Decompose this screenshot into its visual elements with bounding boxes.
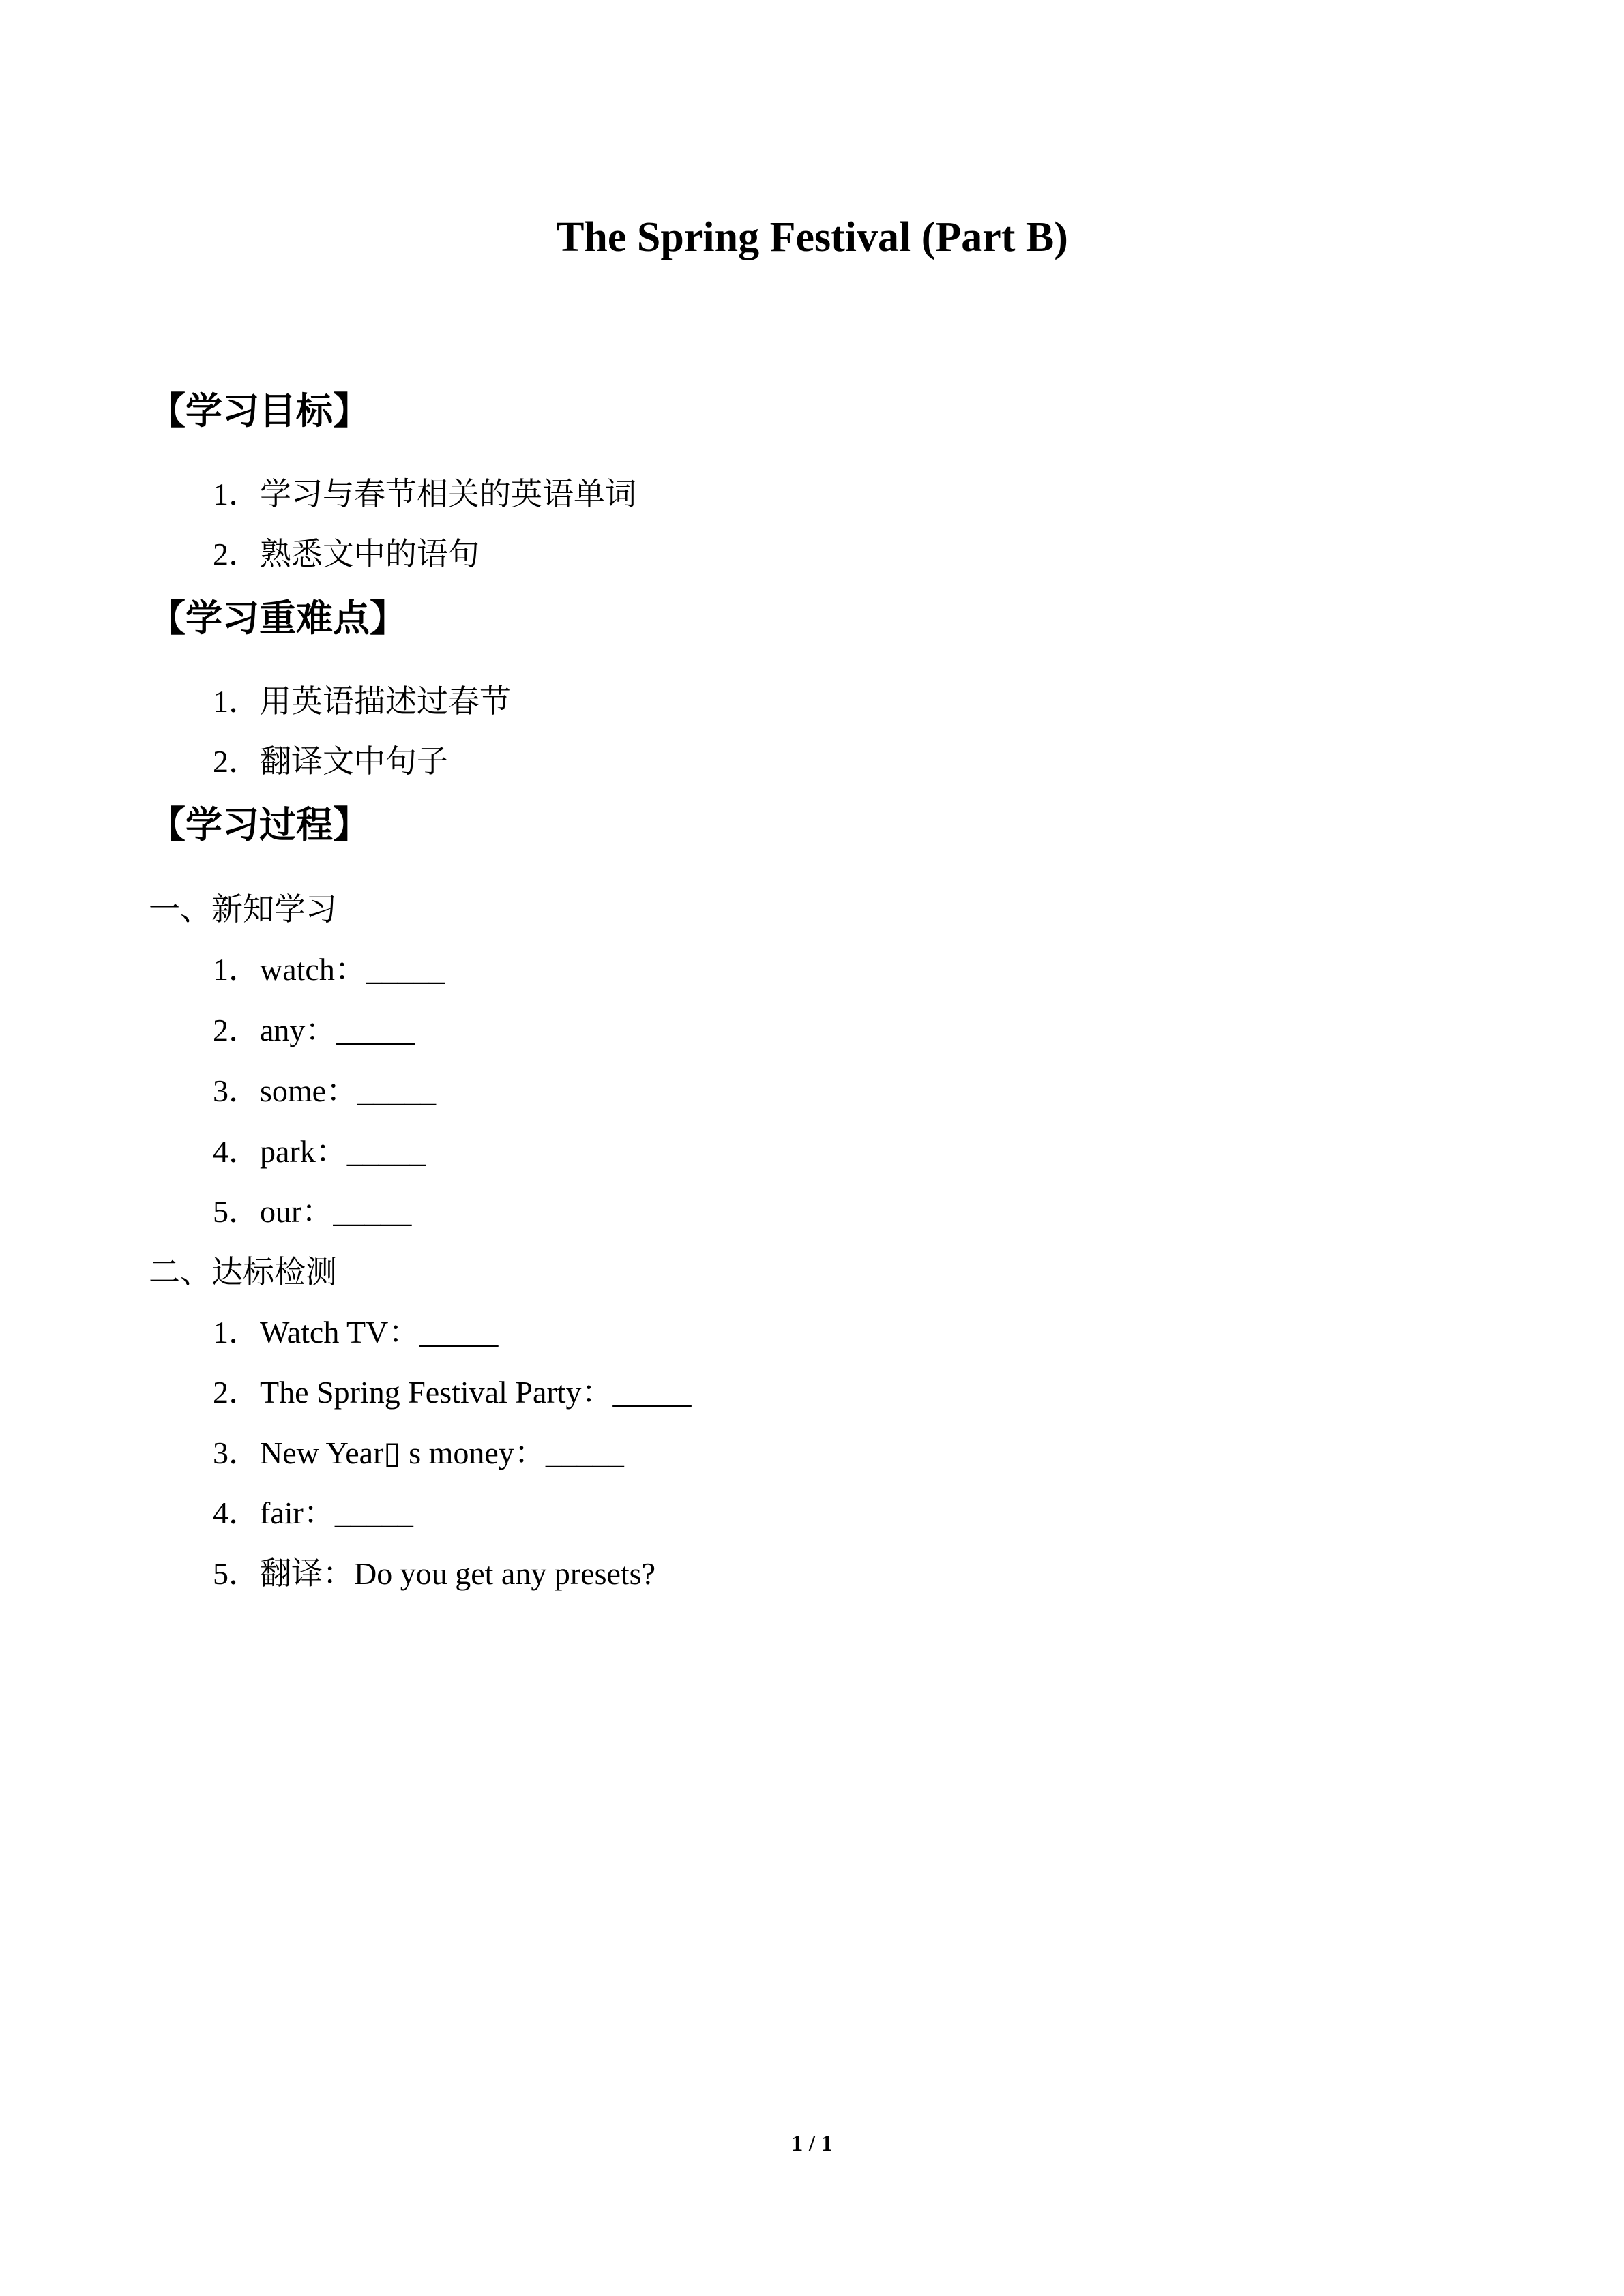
item-text: Watch TV：_____ — [260, 1315, 499, 1350]
item-number: 2． — [213, 1375, 260, 1410]
item-number: 2． — [213, 537, 260, 571]
objective-item — [213, 533, 479, 576]
vocab-item — [213, 1131, 426, 1173]
vocab-item — [213, 1191, 411, 1233]
key-point-item — [213, 681, 511, 723]
item-number: 2． — [213, 1013, 260, 1047]
item-text: 翻译：Do you get any presets? — [260, 1556, 655, 1591]
assessment-item — [213, 1553, 655, 1595]
item-text: watch：_____ — [260, 952, 445, 987]
assessment-heading: 二、达标检测 — [149, 1253, 337, 1290]
assessment-item — [213, 1371, 691, 1414]
item-number: 1． — [213, 952, 260, 987]
item-text: our：_____ — [260, 1194, 412, 1229]
vocab-item — [213, 949, 445, 991]
document-title: The Spring Festival (Part B) — [556, 214, 1068, 260]
item-text: any：_____ — [260, 1013, 415, 1047]
assessment-item — [213, 1492, 413, 1534]
item-number: 3． — [213, 1435, 260, 1470]
process-heading: 【学习过程】 — [149, 803, 370, 846]
item-number: 4． — [213, 1495, 260, 1530]
item-number: 1． — [213, 1315, 260, 1350]
assessment-item — [213, 1311, 498, 1354]
item-text: park：_____ — [260, 1134, 426, 1169]
item-text: 学习与春节相关的英语单词 — [260, 477, 636, 511]
item-number: 5． — [213, 1556, 260, 1591]
new-knowledge-heading: 一、新知学习 — [149, 891, 337, 927]
item-text: 翻译文中句子 — [260, 744, 448, 779]
vocab-item — [213, 1070, 436, 1112]
item-number: 3． — [213, 1073, 260, 1108]
assessment-item — [213, 1432, 624, 1474]
key-point-item — [213, 741, 448, 783]
item-number: 1． — [213, 477, 260, 511]
item-number: 4． — [213, 1134, 260, 1169]
item-number: 5． — [213, 1194, 260, 1229]
item-text: The Spring Festival Party：_____ — [260, 1375, 692, 1410]
item-text: 用英语描述过春节 — [260, 684, 511, 719]
item-text: New Year▯ s money：_____ — [260, 1435, 624, 1470]
vocab-item — [213, 1009, 415, 1052]
key-points-heading: 【学习重难点】 — [149, 597, 407, 640]
item-text: some：_____ — [260, 1073, 437, 1108]
item-text: 熟悉文中的语句 — [260, 537, 479, 571]
objectives-heading: 【学习目标】 — [149, 389, 370, 432]
item-text: fair：_____ — [260, 1495, 413, 1530]
page-number: 1 / 1 — [791, 2131, 833, 2156]
objective-item — [213, 473, 636, 516]
item-number: 1． — [213, 684, 260, 719]
item-number: 2． — [213, 744, 260, 779]
